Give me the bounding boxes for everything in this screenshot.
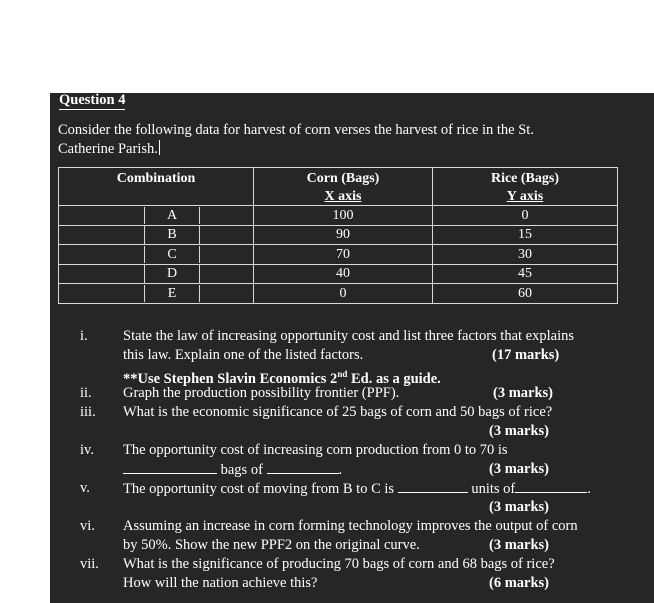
combination-cell: E <box>144 285 200 303</box>
rice-cell: 45 <box>433 264 618 284</box>
item-number: vi. <box>80 518 95 534</box>
combination-cell: B <box>144 226 200 244</box>
list-item <box>50 441 654 460</box>
harvest-table <box>58 167 618 304</box>
table-row <box>59 245 618 265</box>
item-text: Graph the production possibility frontier (PPF). <box>123 385 400 401</box>
list-item-continuation <box>50 574 654 593</box>
text-cursor <box>159 140 160 155</box>
rice-cell: 30 <box>433 245 618 265</box>
corn-cell: 70 <box>254 245 433 265</box>
rice-cell: 60 <box>433 284 618 304</box>
item-text: bags of . <box>123 460 342 480</box>
combination-cell: A <box>144 207 200 225</box>
rice-cell: 15 <box>433 225 618 245</box>
corn-cell: 90 <box>254 225 433 245</box>
corn-cell: 0 <box>254 284 433 304</box>
item-text: this law. Explain one of the listed factors. <box>123 347 364 363</box>
item-number: v. <box>80 480 90 496</box>
marks-label: (3 marks) <box>489 499 550 515</box>
intro-line-2: Catherine Parish. <box>58 141 158 157</box>
item-text: How will the nation achieve this? <box>123 575 318 591</box>
item-text: Assuming an increase in corn forming technology improves the output of corn <box>123 518 578 534</box>
question-title: Question 4 <box>59 93 126 108</box>
item-text: What is the significance of producing 70 bags of corn and 68 bags of rice? <box>123 556 555 572</box>
answer-blank[interactable] <box>123 460 217 474</box>
table-row <box>59 225 618 245</box>
list-item <box>50 517 654 536</box>
item-number: iii. <box>80 404 96 420</box>
list-item <box>50 327 654 346</box>
list-item <box>50 555 654 574</box>
list-item-continuation <box>50 498 654 517</box>
answer-blank[interactable] <box>515 479 587 493</box>
list-item <box>50 384 654 403</box>
answer-blank[interactable] <box>398 479 468 493</box>
item-text: State the law of increasing opportunity cost and list three factors that explains <box>123 328 574 344</box>
item-number: iv. <box>80 442 94 458</box>
rice-cell: 0 <box>433 206 618 226</box>
item-text: The opportunity cost of increasing corn production from 0 to 70 is <box>123 442 508 458</box>
item-number: ii. <box>80 385 92 401</box>
item-number: vii. <box>80 556 99 572</box>
table-row <box>59 284 618 304</box>
item-text: The opportunity cost of moving from B to C is units of . <box>123 481 591 497</box>
list-item <box>50 403 654 422</box>
list-item <box>50 479 654 498</box>
list-item-continuation <box>50 422 654 441</box>
marks-label: (3 marks) <box>493 385 554 401</box>
item-text: by 50%. Show the new PPF2 on the original curve. <box>123 537 420 553</box>
intro-line-1: Consider the following data for harvest of corn verses the harvest of rice in the St. <box>58 122 534 138</box>
table-row <box>59 206 618 226</box>
marks-label: (3 marks) <box>489 537 550 553</box>
marks-label: (17 marks) <box>492 347 560 363</box>
list-item-continuation <box>50 460 654 479</box>
answer-blank[interactable] <box>267 460 339 474</box>
document-panel <box>50 93 654 603</box>
header-corn: Corn (Bags) X axis <box>254 168 433 206</box>
item-number: i. <box>80 328 88 344</box>
list-item-continuation <box>50 365 654 387</box>
combination-cell: D <box>144 265 200 283</box>
intro-text[interactable] <box>58 121 618 159</box>
item-text: What is the economic significance of 25 bags of corn and 50 bags of rice? <box>123 404 553 420</box>
table-row <box>59 264 618 284</box>
corn-cell: 100 <box>254 206 433 226</box>
marks-label: (6 marks) <box>489 575 550 591</box>
marks-label: (3 marks) <box>489 423 550 439</box>
header-combination: Combination <box>59 168 254 206</box>
header-rice: Rice (Bags) Y axis <box>433 168 618 206</box>
combination-cell: C <box>144 246 200 264</box>
guide-note: **Use Stephen Slavin Economics 2nd Ed. as a guide. <box>123 369 441 387</box>
list-item-continuation <box>50 536 654 555</box>
marks-label: (3 marks) <box>489 461 550 477</box>
corn-cell: 40 <box>254 264 433 284</box>
list-item-continuation <box>50 346 654 365</box>
